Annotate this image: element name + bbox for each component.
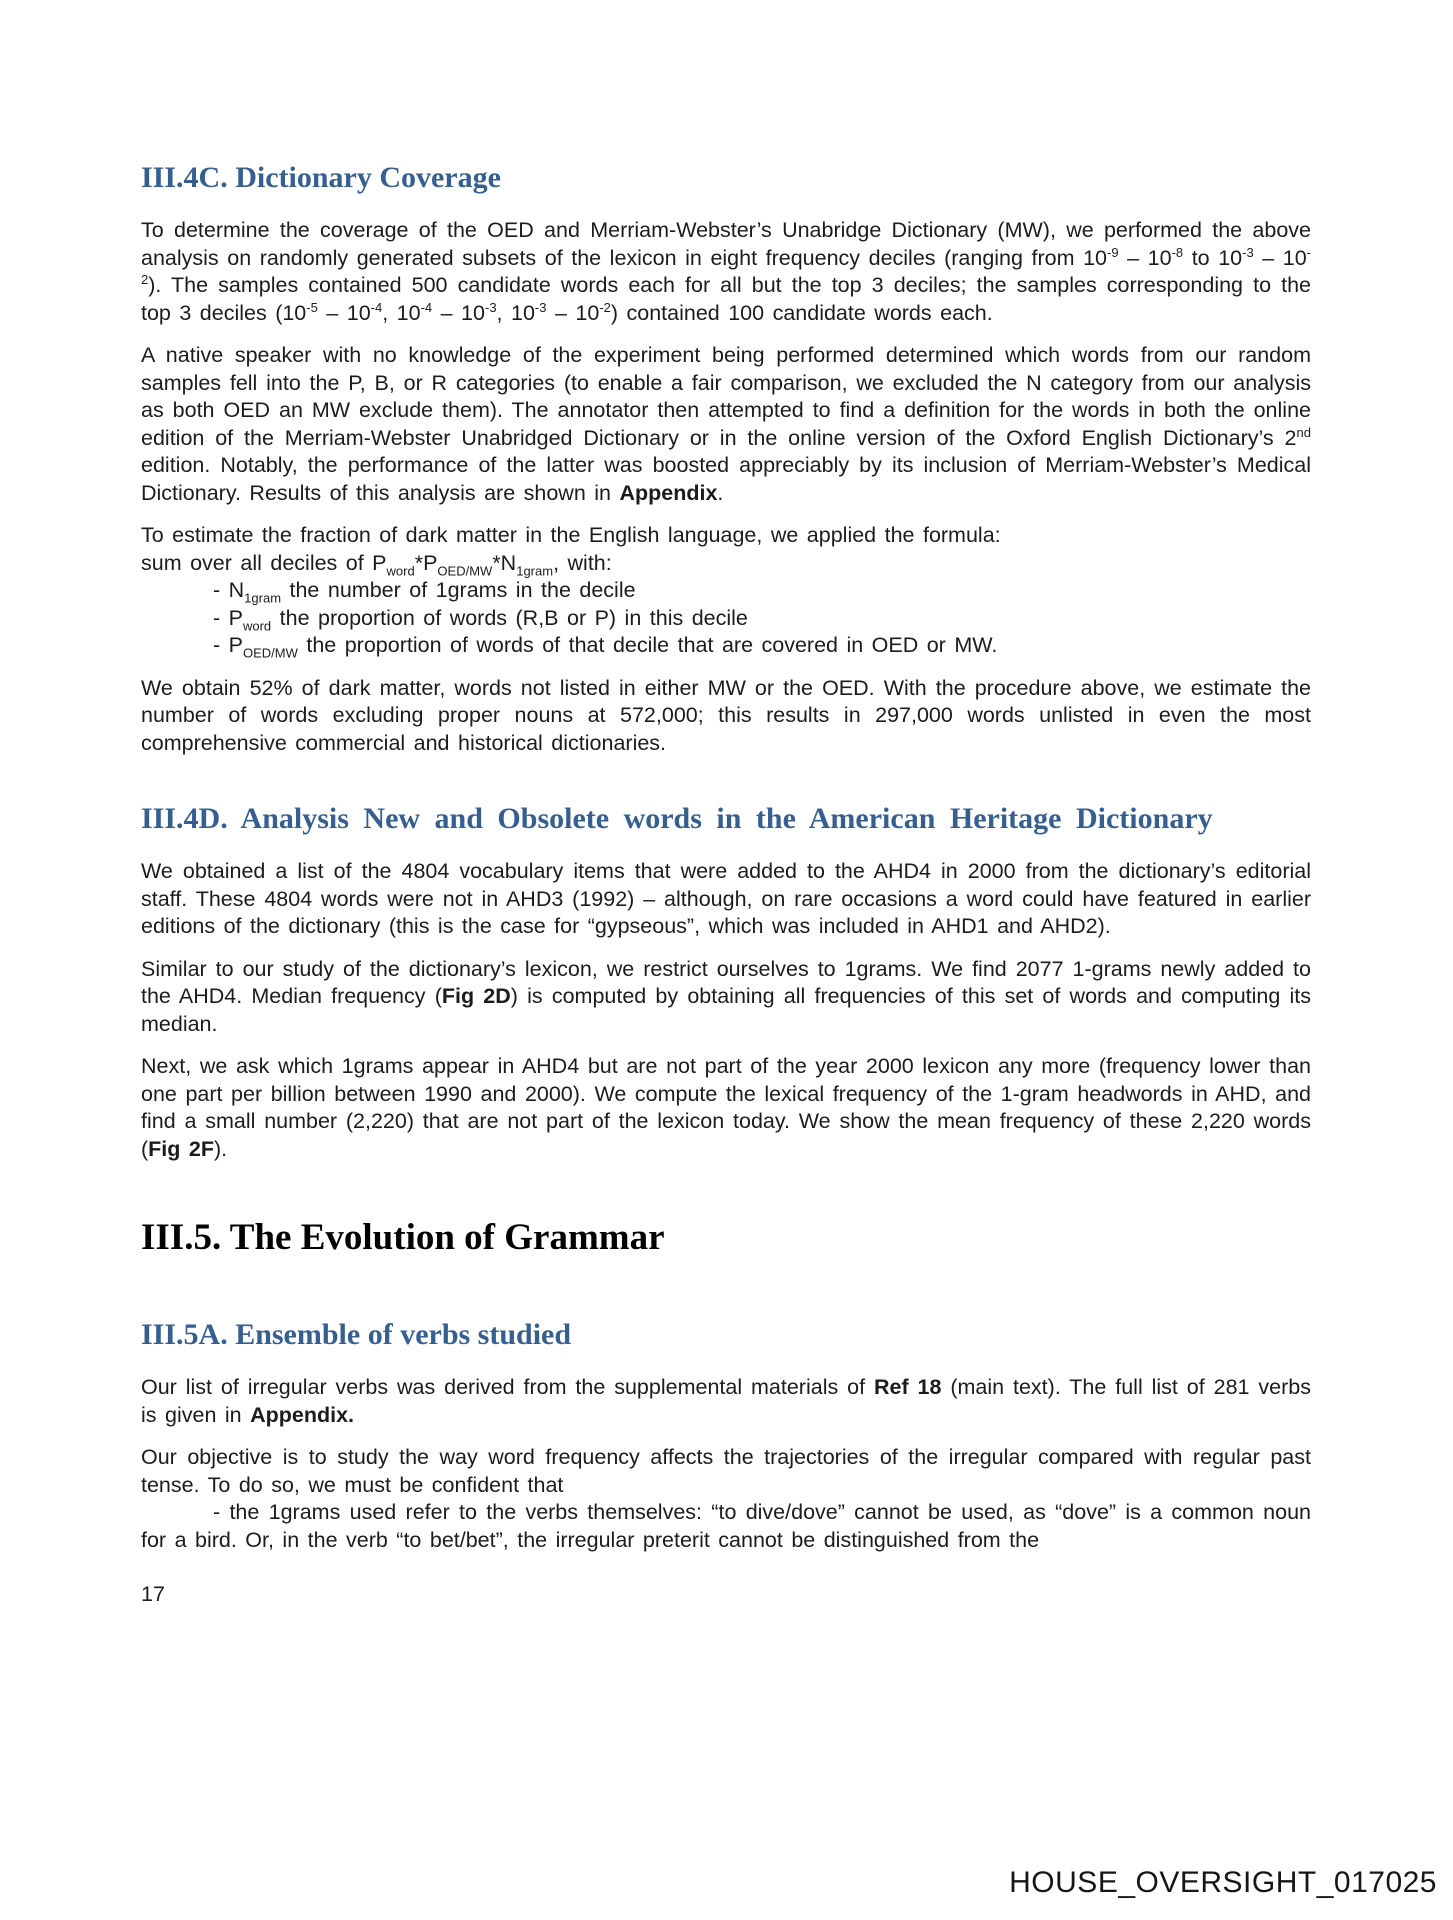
heading-iii4c-dictionary-coverage: III.4C. Dictionary Coverage bbox=[141, 161, 501, 194]
paragraph-ahd4-1grams: Similar to our study of the dictionary’s lexicon, we restrict ourselves to 1grams. We find 2077 1-grams newly added to the AHD4. Median frequency (Fig 2D) is computed by obtaining all frequencies of this set of words and computing its median. bbox=[141, 956, 1312, 1036]
formula-item-pword: - $P_{word}$ the proportion of words (R,B or P) in this decile bbox=[213, 605, 748, 633]
formula-item-n1gram: - $N_{1gram}$ the number of 1grams in the decile bbox=[213, 578, 636, 606]
paragraph-dark-matter-result: We obtain 52% of dark matter, words not listed in either MW or the OED. With the procedure above, we estimate the number of words excluding proper nouns at 572,000; this results in 297,000 words unlisted in even the most comprehensive commercial and historical dictionaries. bbox=[141, 675, 1311, 755]
paragraph-coverage-sampling: To determine the coverage of the OED and Merriam-Webster’s Unabridge Dictionary (MW), we performed the above analysis on randomly generated subsets of the lexicon in eight frequency deciles (ranging from $10^{-9} - 10^{-8}$ to $10^{-3} - 10^{-2}$). The samples contained 500 candidate words each for all but the top 3 deciles; the samples corresponding to the top 3 deciles ($10^{-5} - 10^{-4}$, $10^{-4} - 10^{-3}$, $10^{-3} - 10^{-2}$) contained 100 candidate words each. bbox=[141, 218, 1312, 325]
paragraph-objective: Our objective is to study the way word frequency affects the trajectories of the irregular compared with regular past tense. To do so, we must be confident that bbox=[141, 1445, 1311, 1497]
paragraph-objective-item: - the 1grams used refer to the verbs themselves: “to dive/dove” cannot be used, as “dove” is a common noun for a bird. Or, in the verb “to bet/bet”, the irregular preterit cannot be distinguished from the bbox=[141, 1500, 1311, 1552]
paragraph-ahd4-vocabulary: We obtained a list of the 4804 vocabulary items that were added to the AHD4 in 2000 from the dictionary’s editorial staff. These 4804 words were not in AHD3 (1992) – although, on rare occasions a word could have featured in earlier editions of the dictionary (this is the case for “gypseous”, which was included in AHD1 and AHD2). bbox=[141, 859, 1311, 938]
heading-iii5a-ensemble-of-verbs: III.5A. Ensemble of verbs studied bbox=[141, 1318, 572, 1352]
bates-stamp: HOUSE_OVERSIGHT_017025 bbox=[1009, 1866, 1437, 1899]
formula-item-poedmw: - $P_{OED/MW}$ the proportion of words of that decile that are covered in OED or MW. bbox=[213, 633, 998, 661]
paragraph-irregular-verbs-list: Our list of irregular verbs was derived from the supplemental materials of Ref 18 (main text). The full list of 281 verbs is given in Appendix. bbox=[141, 1375, 1311, 1427]
paragraph-native-speaker-annotation: A native speaker with no knowledge of the experiment being performed determined which words from our random samples fell into the P, B, or R categories (to enable a fair comparison, we excluded the N category from our analysis as both OED an MW exclude them). The annotator then attempted to find a definition for the words in both the online edition of the Merriam-Webster Unabridged Dictionary or in the online version of the Oxford English Dictionary’s 2nd edition. Notably, the performance of the latter was boosted appreciably by its inclusion of Merriam-Webster’s Medical Dictionary. Results of this analysis are shown in Appendix. bbox=[141, 343, 1311, 505]
page-content bbox=[141, 158, 1311, 1607]
heading-iii4d-ahd-analysis: III.4D. Analysis New and Obsolete words in the American Heritage Dictionary bbox=[141, 802, 1213, 835]
paragraph-ahd4-obsolete: Next, we ask which 1grams appear in AHD4 but are not part of the year 2000 lexicon any more (frequency lower than one part per billion between 1990 and 2000). We compute the lexical frequency of the 1-gram headwords in AHD, and find a small number (2,220) that are not part of the lexicon today. We show the mean frequency of these 2,220 words (Fig 2F). bbox=[141, 1054, 1311, 1161]
heading-iii5-evolution-of-grammar: III.5. The Evolution of Grammar bbox=[141, 1217, 665, 1258]
paragraph-formula-intro: To estimate the fraction of dark matter in the English language, we applied the formula: sum over all deciles of $P_{word}*P_{OED/MW}*N_{1gram}$, with: bbox=[141, 523, 1001, 578]
page-number: 17 bbox=[141, 1582, 165, 1607]
